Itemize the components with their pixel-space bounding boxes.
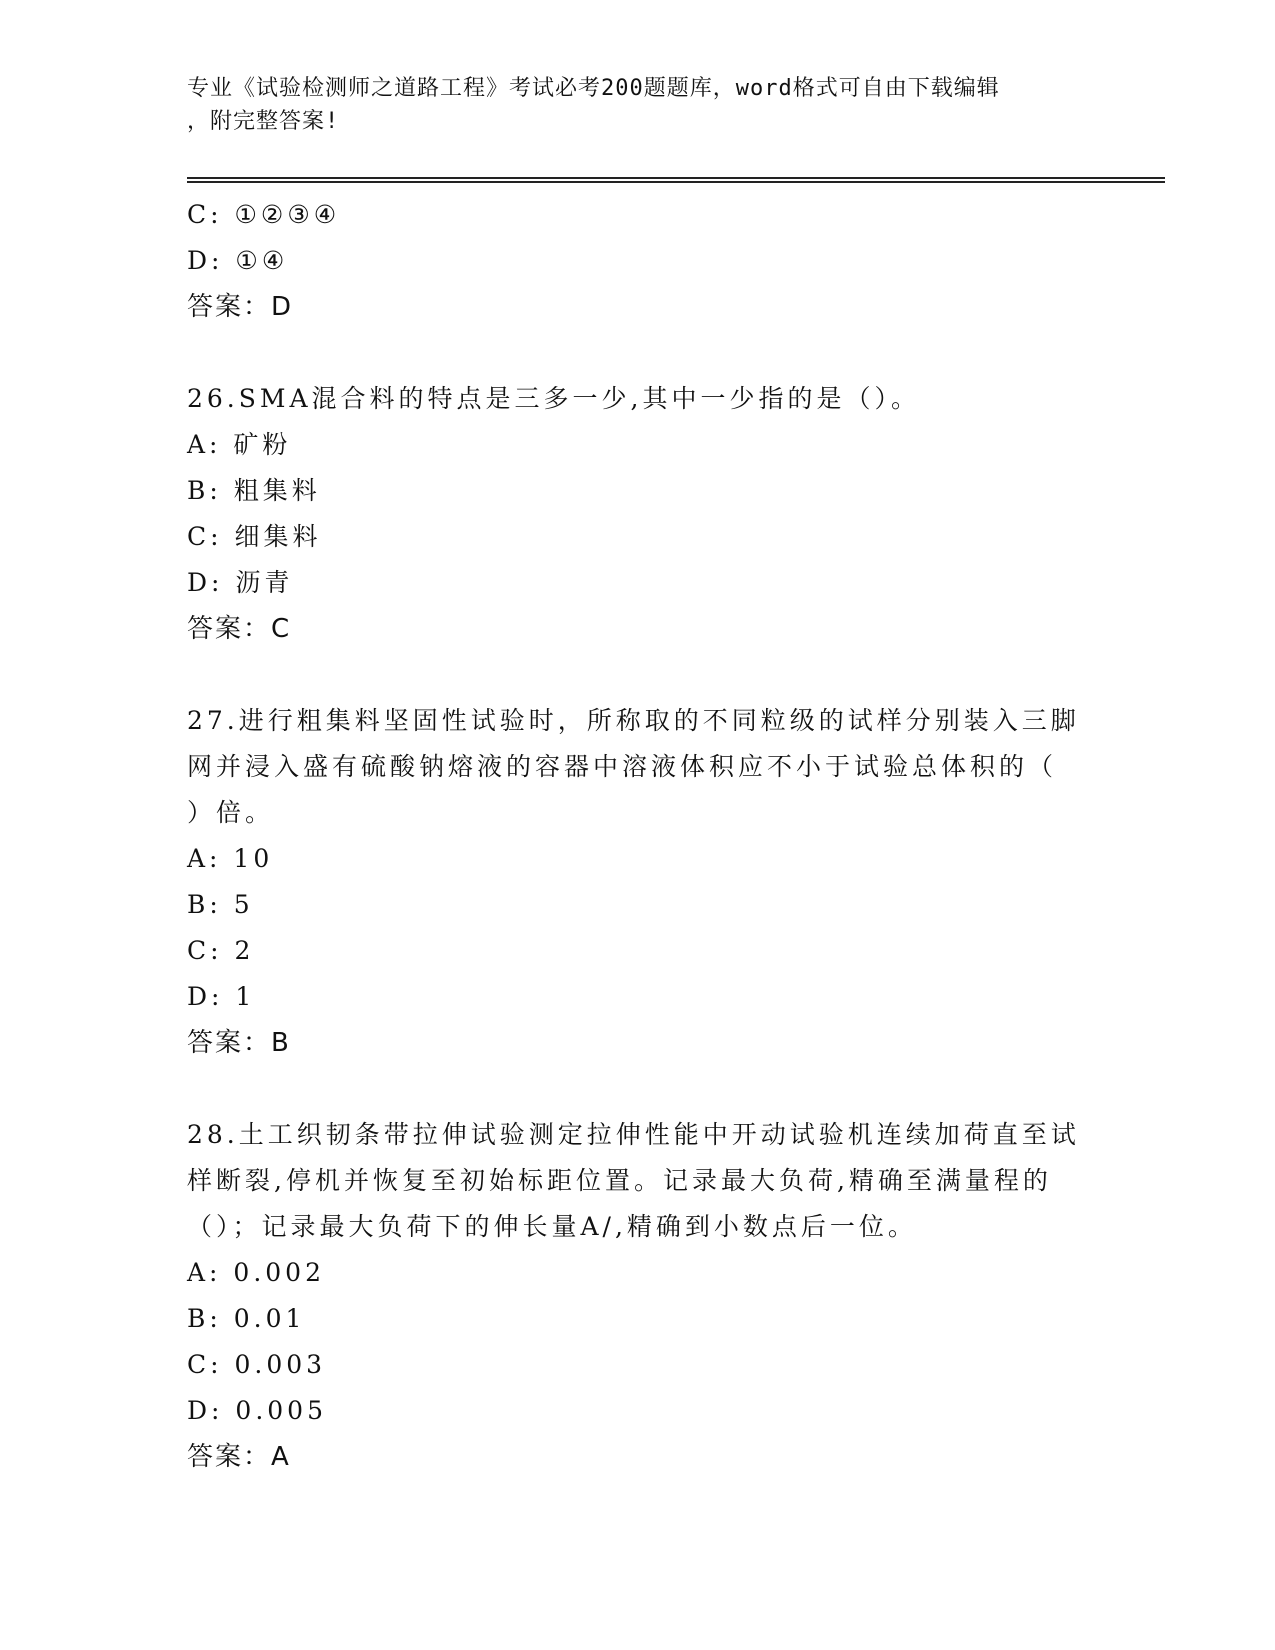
option-a: A: 0.002 bbox=[187, 1258, 325, 1287]
question-content bbox=[187, 192, 1087, 1480]
option-c: C: ①②③④ bbox=[187, 200, 341, 229]
header-title-line-1: 专业《试验检测师之道路工程》考试必考200题题库，word格式可自由下载编辑 bbox=[187, 76, 1000, 101]
question-stem: 28.土工织韧条带拉伸试验测定拉伸性能中开动试验机连续加荷直至试 bbox=[187, 1120, 1080, 1149]
answer-line: 答案：D bbox=[187, 292, 294, 322]
option-c: C: 2 bbox=[187, 936, 255, 965]
answer-line: 答案：C bbox=[187, 614, 292, 644]
header-title-line-2: ，附完整答案! bbox=[187, 109, 340, 134]
answer-line: 答案：B bbox=[187, 1028, 291, 1058]
option-a: A: 矿粉 bbox=[187, 430, 292, 459]
question-27 bbox=[187, 698, 1087, 1066]
spacer bbox=[187, 330, 1087, 376]
option-b: B: 5 bbox=[187, 890, 254, 919]
option-d: D: ①④ bbox=[187, 246, 289, 275]
option-c: C: 细集料 bbox=[187, 522, 322, 551]
question-stem: ）倍。 bbox=[187, 798, 275, 827]
question-stem: （）；记录最大负荷下的伸长量A/,精确到小数点后一位。 bbox=[187, 1212, 917, 1241]
question-stem: 网并浸入盛有硫酸钠熔液的容器中溶液体积应不小于试验总体积的（ bbox=[187, 752, 1058, 781]
option-d: D: 沥青 bbox=[187, 568, 294, 597]
option-a: A: 10 bbox=[187, 844, 274, 873]
spacer bbox=[187, 1066, 1087, 1112]
header-divider bbox=[187, 177, 1165, 183]
question-28 bbox=[187, 1112, 1087, 1480]
option-c: C: 0.003 bbox=[187, 1350, 327, 1379]
answer-line: 答案：A bbox=[187, 1442, 291, 1472]
prev-question bbox=[187, 192, 1087, 330]
question-stem: 26.SMA混合料的特点是三多一少,其中一少指的是（）。 bbox=[187, 384, 920, 413]
option-d: D: 0.005 bbox=[187, 1396, 327, 1425]
option-b: B: 0.01 bbox=[187, 1304, 306, 1333]
question-stem: 27.进行粗集料坚固性试验时，所称取的不同粒级的试样分别装入三脚 bbox=[187, 706, 1080, 735]
question-stem: 样断裂,停机并恢复至初始标距位置。记录最大负荷,精确至满量程的 bbox=[187, 1166, 1052, 1195]
option-d: D: 1 bbox=[187, 982, 256, 1011]
page-header bbox=[187, 72, 1077, 138]
question-26 bbox=[187, 376, 1087, 652]
spacer bbox=[187, 652, 1087, 698]
option-b: B: 粗集料 bbox=[187, 476, 321, 505]
